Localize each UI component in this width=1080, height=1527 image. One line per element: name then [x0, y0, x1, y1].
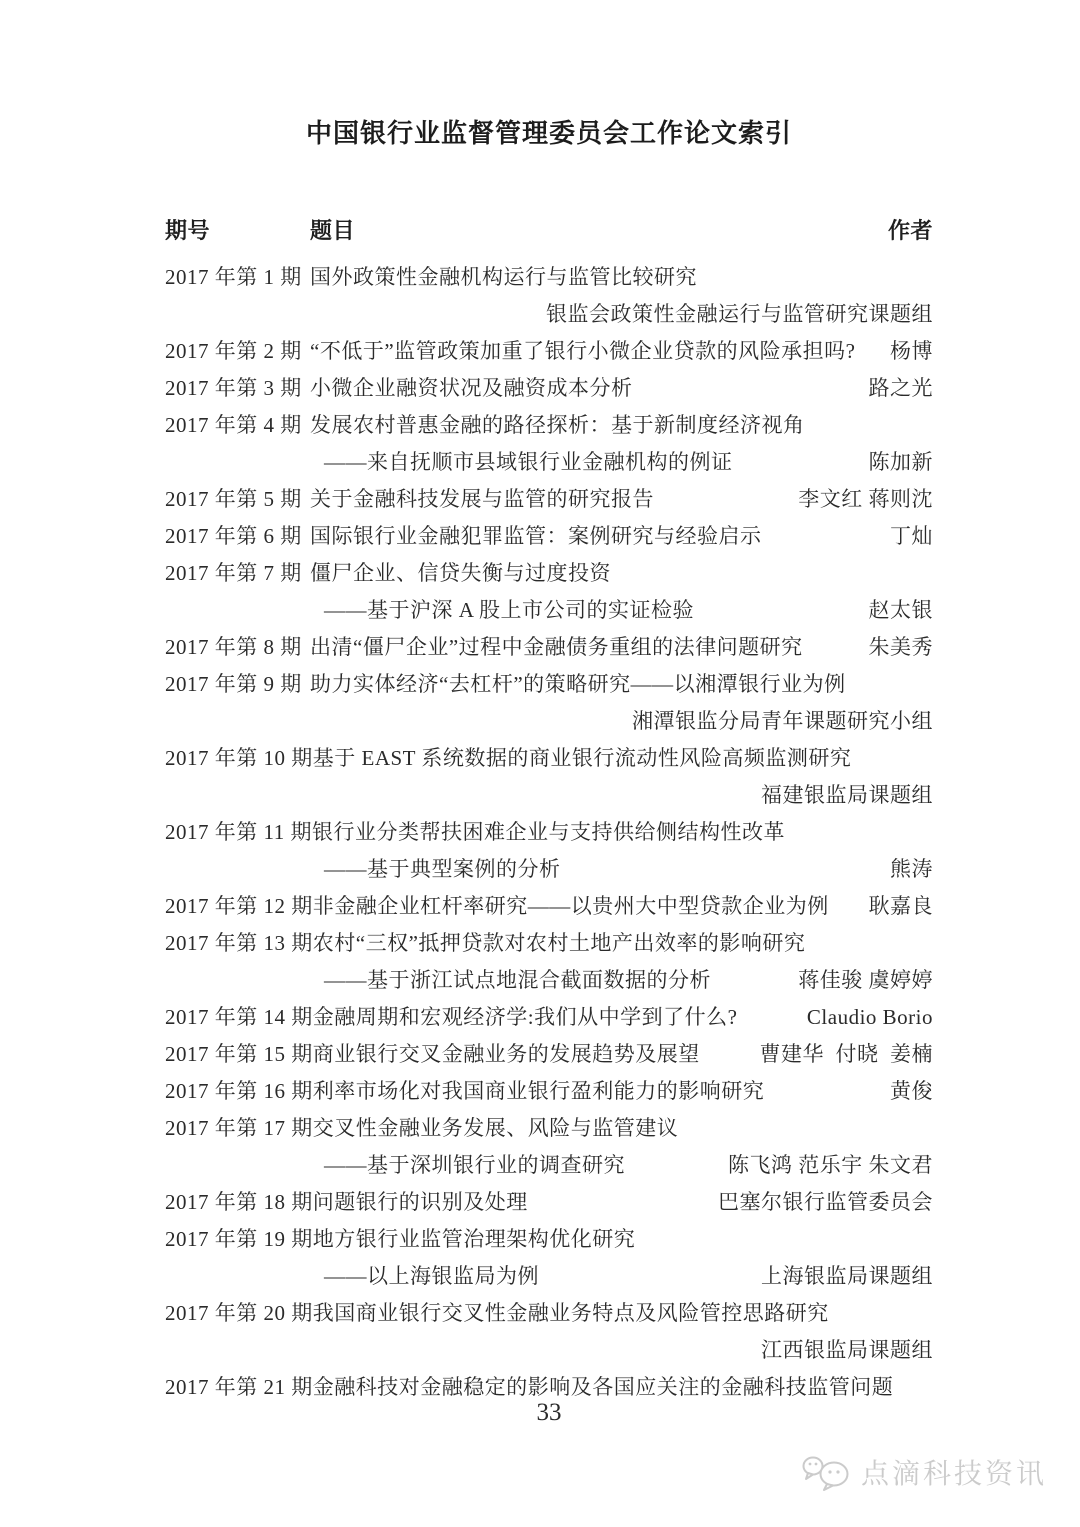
title-cell: 非金融企业杠杆率研究——以贵州大中型贷款企业为例	[312, 893, 829, 918]
title-cell: 农村“三权”抵押贷款对农村土地产出效率的影响研究	[312, 930, 806, 955]
title-cell: 金融周期和宏观经济学:我们从中学到了什么?	[312, 1004, 738, 1029]
issue-cell: 2017 年第 8 期	[165, 634, 302, 659]
title-cell: 国外政策性金融机构运行与监管比较研究	[310, 264, 697, 289]
entries	[165, 258, 933, 1405]
entry-line	[165, 517, 933, 554]
author-cell: 熊涛	[890, 856, 933, 881]
issue-cell: 2017 年第 6 期	[165, 523, 302, 548]
issue-cell: 2017 年第 14 期	[165, 1004, 313, 1029]
entry-line	[165, 1072, 933, 1109]
issue-cell: 2017 年第 18 期	[165, 1189, 313, 1214]
watermark-label: 点滴科技资讯	[860, 1458, 1047, 1489]
title-cell: 国际银行业金融犯罪监管：案例研究与经验启示	[310, 523, 762, 548]
entry-line	[165, 258, 933, 295]
title-cell: 发展农村普惠金融的路径探析：基于新制度经济视角	[310, 412, 805, 437]
title-cell: 出清“僵尸企业”过程中金融债务重组的法律问题研究	[310, 634, 803, 659]
header-issue: 期号	[165, 217, 211, 243]
issue-cell: 2017 年第 19 期	[165, 1226, 313, 1251]
author-cell: 上海银监局课题组	[761, 1263, 933, 1288]
title-cell: 问题银行的识别及处理	[312, 1189, 528, 1214]
title-cell: ——基于典型案例的分析	[324, 856, 561, 881]
entry-line	[165, 628, 933, 665]
entry-line	[165, 369, 933, 406]
issue-cell: 2017 年第 2 期	[165, 338, 302, 363]
author-cell: 李文红 蒋则沈	[798, 486, 933, 511]
title-cell: ——以上海银监局为例	[324, 1263, 539, 1288]
entry-line	[165, 591, 933, 628]
author-cell: 朱美秀	[868, 634, 933, 659]
entry-line	[165, 1146, 933, 1183]
author-cell: 江西银监局课题组	[761, 1337, 933, 1362]
author-cell: 巴塞尔银行监管委员会	[718, 1189, 933, 1214]
issue-cell: 2017 年第 5 期	[165, 486, 302, 511]
entry-line	[165, 776, 933, 813]
entry-line	[165, 850, 933, 887]
watermark	[801, 1452, 1047, 1492]
page-title: 中国银行业监督管理委员会工作论文索引	[305, 119, 792, 148]
title-cell: 利率市场化对我国商业银行盈利能力的影响研究	[312, 1078, 765, 1103]
issue-cell: 2017 年第 7 期	[165, 560, 302, 585]
author-cell: 路之光	[868, 375, 933, 400]
issue-cell: 2017 年第 1 期	[165, 264, 302, 289]
title-cell: ——来自抚顺市县域银行业金融机构的例证	[324, 449, 733, 474]
title-cell: 交叉性金融业务发展、风险与监管建议	[312, 1115, 679, 1140]
entry-line	[165, 1220, 933, 1257]
entry-line	[165, 1183, 933, 1220]
entry-line	[165, 480, 933, 517]
entry-line	[165, 406, 933, 443]
author-cell: 福建银监局课题组	[761, 782, 933, 807]
issue-cell: 2017 年第 15 期	[165, 1041, 313, 1066]
issue-cell: 2017 年第 20 期	[165, 1300, 313, 1325]
entry-line	[165, 1035, 933, 1072]
author-cell: 陈加新	[868, 449, 933, 474]
author-cell: 陈飞鸿 范乐宇 朱文君	[728, 1152, 933, 1177]
issue-cell: 2017 年第 21 期	[165, 1374, 313, 1399]
author-cell: 银监会政策性金融运行与监管研究课题组	[546, 301, 933, 326]
title-cell: 我国商业银行交叉性金融业务特点及风险管控思路研究	[312, 1300, 829, 1325]
title-cell: 商业银行交叉金融业务的发展趋势及展望	[312, 1041, 700, 1066]
issue-cell: 2017 年第 12 期	[165, 893, 313, 918]
issue-cell: 2017 年第 4 期	[165, 412, 302, 437]
author-cell: 湘潭银监分局青年课题研究小组	[632, 708, 933, 733]
issue-cell: 2017 年第 11 期	[165, 819, 312, 844]
author-cell: Claudio Borio	[806, 1004, 933, 1029]
author-cell: 曹建华 付晓 姜楠	[759, 1041, 933, 1066]
author-cell: 赵太银	[868, 597, 933, 622]
issue-cell: 2017 年第 9 期	[165, 671, 302, 696]
issue-cell: 2017 年第 10 期	[165, 745, 313, 770]
chat-bubbles-icon	[801, 1453, 853, 1491]
title-cell: 助力实体经济“去杠杆”的策略研究——以湘潭银行业为例	[310, 671, 846, 696]
entry-line	[165, 739, 933, 776]
title-cell: 银行业分类帮扶困难企业与支持供给侧结构性改革	[311, 819, 785, 844]
issue-cell: 2017 年第 13 期	[165, 930, 313, 955]
title-cell: 关于金融科技发展与监管的研究报告	[310, 486, 654, 511]
entry-line	[165, 1257, 933, 1294]
title-cell: ——基于浙江试点地混合截面数据的分析	[324, 967, 711, 992]
author-cell: 丁灿	[890, 523, 933, 548]
issue-cell: 2017 年第 3 期	[165, 375, 302, 400]
author-cell: 杨博	[890, 338, 933, 363]
title-cell: ——基于深圳银行业的调查研究	[324, 1152, 625, 1177]
entry-line	[165, 1109, 933, 1146]
entry-line	[165, 1294, 933, 1331]
entry-line	[165, 1331, 933, 1368]
page-number: 33	[536, 1399, 562, 1426]
entry-line	[165, 887, 933, 924]
author-cell: 蒋佳骏 虞婷婷	[798, 967, 933, 992]
entry-line	[165, 924, 933, 961]
header-author: 作者	[887, 217, 933, 243]
entry-line	[165, 554, 933, 591]
entry-line	[165, 813, 933, 850]
entry-line	[165, 295, 933, 332]
table-header-row	[165, 214, 933, 244]
issue-cell: 2017 年第 16 期	[165, 1078, 313, 1103]
author-cell: 黄俊	[890, 1078, 933, 1103]
author-cell: 耿嘉良	[868, 893, 933, 918]
entry-line	[165, 332, 933, 369]
entry-line	[165, 961, 933, 998]
title-cell: 僵尸企业、信贷失衡与过度投资	[310, 560, 611, 585]
entry-line	[165, 702, 933, 739]
title-cell: “不低于”监管政策加重了银行小微企业贷款的风险承担吗?	[310, 338, 856, 363]
title-cell: 小微企业融资状况及融资成本分析	[310, 375, 633, 400]
title-cell: 地方银行业监管治理架构优化研究	[312, 1226, 636, 1251]
issue-cell: 2017 年第 17 期	[165, 1115, 313, 1140]
entry-line	[165, 443, 933, 480]
header-title: 题目	[310, 217, 356, 243]
title-cell: 基于 EAST 系统数据的商业银行流动性风险高频监测研究	[312, 745, 852, 770]
entry-line	[165, 665, 933, 702]
entry-line	[165, 998, 933, 1035]
title-cell: 金融科技对金融稳定的影响及各国应关注的金融科技监管问题	[312, 1374, 894, 1399]
title-cell: ——基于沪深 A 股上市公司的实证检验	[324, 597, 695, 622]
